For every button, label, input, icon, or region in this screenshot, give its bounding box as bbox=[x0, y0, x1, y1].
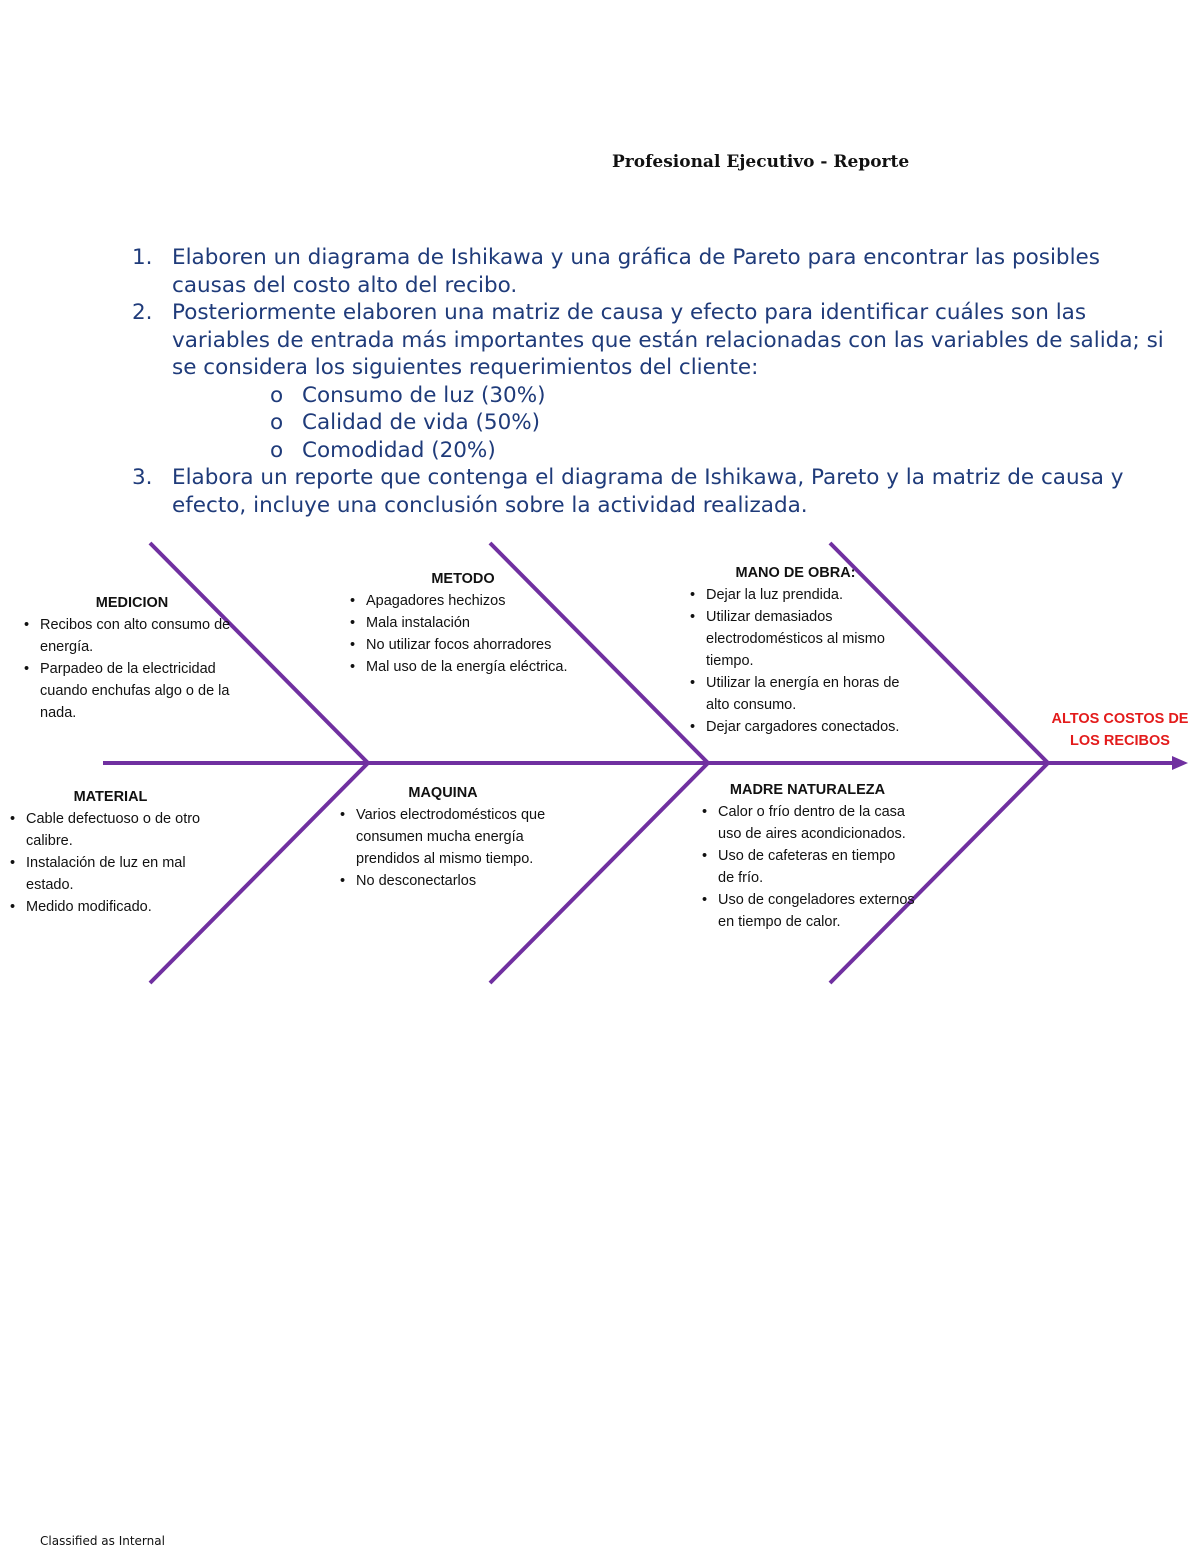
requirement-item bbox=[132, 409, 1172, 437]
instruction-text: Elabora un reporte que contenga el diagrama de Ishikawa, Pareto y la matriz de causa y efecto, incluye una conclusión sobre la actividad realizada. bbox=[172, 465, 1124, 518]
cause-item: • Apagadores hechizos bbox=[366, 590, 578, 612]
sub-bullet-icon: o bbox=[270, 437, 284, 463]
cause-item: • Instalación de luz en mal estado. bbox=[26, 852, 213, 896]
cause-title: MAQUINA bbox=[408, 785, 478, 801]
requirement-item bbox=[132, 437, 1172, 465]
instruction-number: 1. bbox=[132, 245, 153, 270]
page-title: Profesional Ejecutivo - Reporte bbox=[612, 152, 910, 172]
cause-metodo bbox=[348, 568, 578, 678]
cause-item: • Utilizar demasiados electrodomésticos al mismo tiempo. bbox=[706, 606, 903, 672]
cause-item: • Dejar cargadores conectados. bbox=[706, 716, 903, 738]
instruction-number: 3. bbox=[132, 465, 153, 490]
cause-item: • Recibos con alto consumo de energía. bbox=[40, 614, 242, 658]
cause-item: • Calor o frío dentro de la casa uso de aires acondicionados. bbox=[718, 801, 915, 845]
instruction-number: 2. bbox=[132, 300, 153, 325]
instructions-list bbox=[132, 244, 1172, 519]
cause-title: MANO DE OBRA: bbox=[735, 565, 856, 581]
instruction-text: Elaboren un diagrama de Ishikawa y una gráfica de Pareto para encontrar las posibles causas del costo alto del recibo. bbox=[172, 245, 1100, 298]
cause-item: • No utilizar focos ahorradores bbox=[366, 634, 578, 656]
cause-item: • Cable defectuoso o de otro calibre. bbox=[26, 808, 213, 852]
requirement-text: Consumo de luz (30%) bbox=[302, 382, 546, 408]
requirement-item bbox=[132, 382, 1172, 410]
cause-item: • Uso de congeladores externos en tiempo de calor. bbox=[718, 889, 915, 933]
instruction-item-1 bbox=[132, 244, 1172, 299]
cause-material bbox=[8, 786, 213, 918]
cause-item: • Varios electrodomésticos que consumen mucha energía prendidos al mismo tiempo. bbox=[356, 804, 548, 870]
requirement-text: Comodidad (20%) bbox=[302, 437, 496, 463]
instruction-text: Posteriormente elaboren una matriz de causa y efecto para identificar cuáles son las variables de entrada más importantes que están relacionadas con las variables de salida; si se considera los siguientes requerimientos del cliente: bbox=[172, 300, 1164, 380]
sub-bullet-icon: o bbox=[270, 410, 284, 435]
cause-item: • Uso de cafeteras en tiempo de frío. bbox=[718, 845, 915, 889]
instruction-item-2 bbox=[132, 299, 1172, 382]
effect-line: LOS RECIBOS bbox=[1070, 733, 1170, 749]
instruction-item-3 bbox=[132, 464, 1172, 519]
cause-item: • Mal uso de la energía eléctrica. bbox=[366, 656, 578, 678]
classification-footer: Classified as Internal bbox=[40, 1534, 165, 1548]
effect-line: ALTOS COSTOS DE bbox=[1051, 711, 1189, 727]
cause-item: • Medido modificado. bbox=[26, 896, 213, 918]
effect-label bbox=[1040, 708, 1200, 752]
cause-madre-naturaleza bbox=[700, 779, 915, 933]
sub-bullet-icon: o bbox=[270, 382, 284, 408]
cause-title: MATERIAL bbox=[73, 789, 148, 805]
cause-medicion bbox=[22, 592, 242, 724]
arrow-head-icon bbox=[1172, 756, 1188, 770]
cause-title: MEDICION bbox=[95, 595, 169, 611]
requirement-text: Calidad de vida (50%) bbox=[302, 410, 541, 435]
cause-mano-obra bbox=[688, 562, 903, 738]
cause-title: MADRE NATURALEZA bbox=[729, 782, 886, 798]
cause-item: • Parpadeo de la electricidad cuando enchufas algo o de la nada. bbox=[40, 658, 242, 724]
cause-item: • Mala instalación bbox=[366, 612, 578, 634]
cause-item: • Dejar la luz prendida. bbox=[706, 584, 903, 606]
cause-item: • No desconectarlos bbox=[356, 870, 548, 892]
cause-title: METODO bbox=[431, 571, 495, 587]
cause-maquina bbox=[338, 782, 548, 892]
cause-item: • Utilizar la energía en horas de alto consumo. bbox=[706, 672, 903, 716]
